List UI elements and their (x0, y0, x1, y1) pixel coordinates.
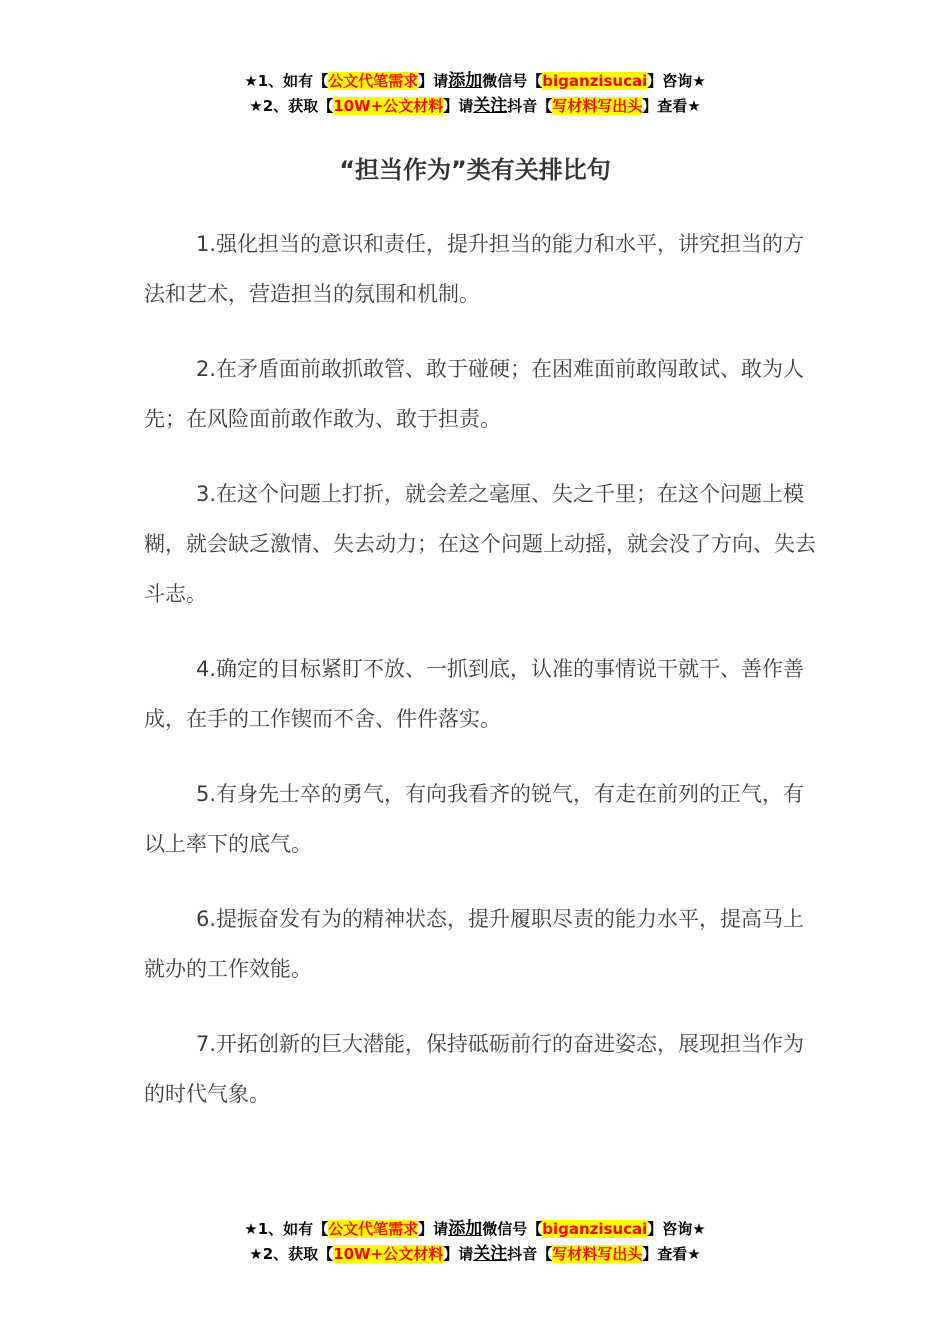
header-banner (0, 69, 950, 119)
highlight-douyin-id: 写材料写出头 (552, 97, 643, 115)
banner-text: 】查看★ (642, 97, 701, 115)
paragraph: 1.强化担当的意识和责任，提升担当的能力和水平，讲究担当的方法和艺术，营造担当的氛围和机制。 (144, 232, 805, 306)
banner-text: 】请 (418, 72, 449, 90)
banner-text: 】请 (418, 1220, 449, 1238)
banner-text: 】请 (443, 97, 474, 115)
highlight-materials: 10W+公文材料 (333, 1245, 444, 1263)
paragraph: 7.开拓创新的巨大潜能，保持砥砺前行的奋进姿态，展现担当作为的时代气象。 (144, 1032, 805, 1106)
emphasis-text: 关注 (473, 1244, 508, 1264)
banner-text: 微信号【 (482, 1220, 543, 1238)
document-body (144, 219, 816, 1144)
banner-text: 抖音【 (507, 1245, 553, 1263)
emphasis-text: 添加 (448, 1219, 483, 1239)
emphasis-text: 关注 (473, 96, 508, 116)
highlight-materials: 10W+公文材料 (333, 97, 444, 115)
highlight-service: 公文代笔需求 (328, 1220, 419, 1238)
paragraph: 4.确定的目标紧盯不放、一抓到底，认准的事情说干就干、善作善成，在手的工作锲而不舍、件件落实。 (144, 657, 805, 731)
banner-line-1 (0, 1217, 950, 1242)
emphasis-text: 添加 (448, 71, 483, 91)
banner-line-1 (0, 69, 950, 94)
banner-line-2 (0, 1242, 950, 1267)
banner-text: 】查看★ (642, 1245, 701, 1263)
banner-text: 】咨询★ (647, 72, 706, 90)
highlight-wechat-id: biganzisucai (542, 1220, 648, 1238)
banner-text: 微信号【 (482, 72, 543, 90)
banner-text: 】咨询★ (647, 1220, 706, 1238)
banner-text: 】请 (443, 1245, 474, 1263)
banner-text: ★1、如有【 (244, 1220, 329, 1238)
paragraph: 5.有身先士卒的勇气，有向我看齐的锐气，有走在前列的正气，有以上率下的底气。 (144, 782, 805, 856)
paragraph: 6.提振奋发有为的精神状态，提升履职尽责的能力水平，提高马上就办的工作效能。 (144, 907, 805, 981)
paragraph: 2.在矛盾面前敢抓敢管、敢于碰硬；在困难面前敢闯敢试、敢为人先；在风险面前敢作敢为、敢于担责。 (144, 357, 805, 431)
footer-banner (0, 1217, 950, 1267)
paragraph: 3.在这个问题上打折，就会差之毫厘、失之千里；在这个问题上模糊，就会缺乏激情、失去动力；在这个问题上动摇，就会没了方向、失去斗志。 (144, 482, 816, 606)
banner-line-2 (0, 94, 950, 119)
banner-text: ★2、获取【 (249, 1245, 334, 1263)
highlight-service: 公文代笔需求 (328, 72, 419, 90)
banner-text: 抖音【 (507, 97, 553, 115)
highlight-wechat-id: biganzisucai (542, 72, 648, 90)
banner-text: ★1、如有【 (244, 72, 329, 90)
document-title: “担当作为”类有关排比句 (339, 156, 611, 184)
highlight-douyin-id: 写材料写出头 (552, 1245, 643, 1263)
banner-text: ★2、获取【 (249, 97, 334, 115)
